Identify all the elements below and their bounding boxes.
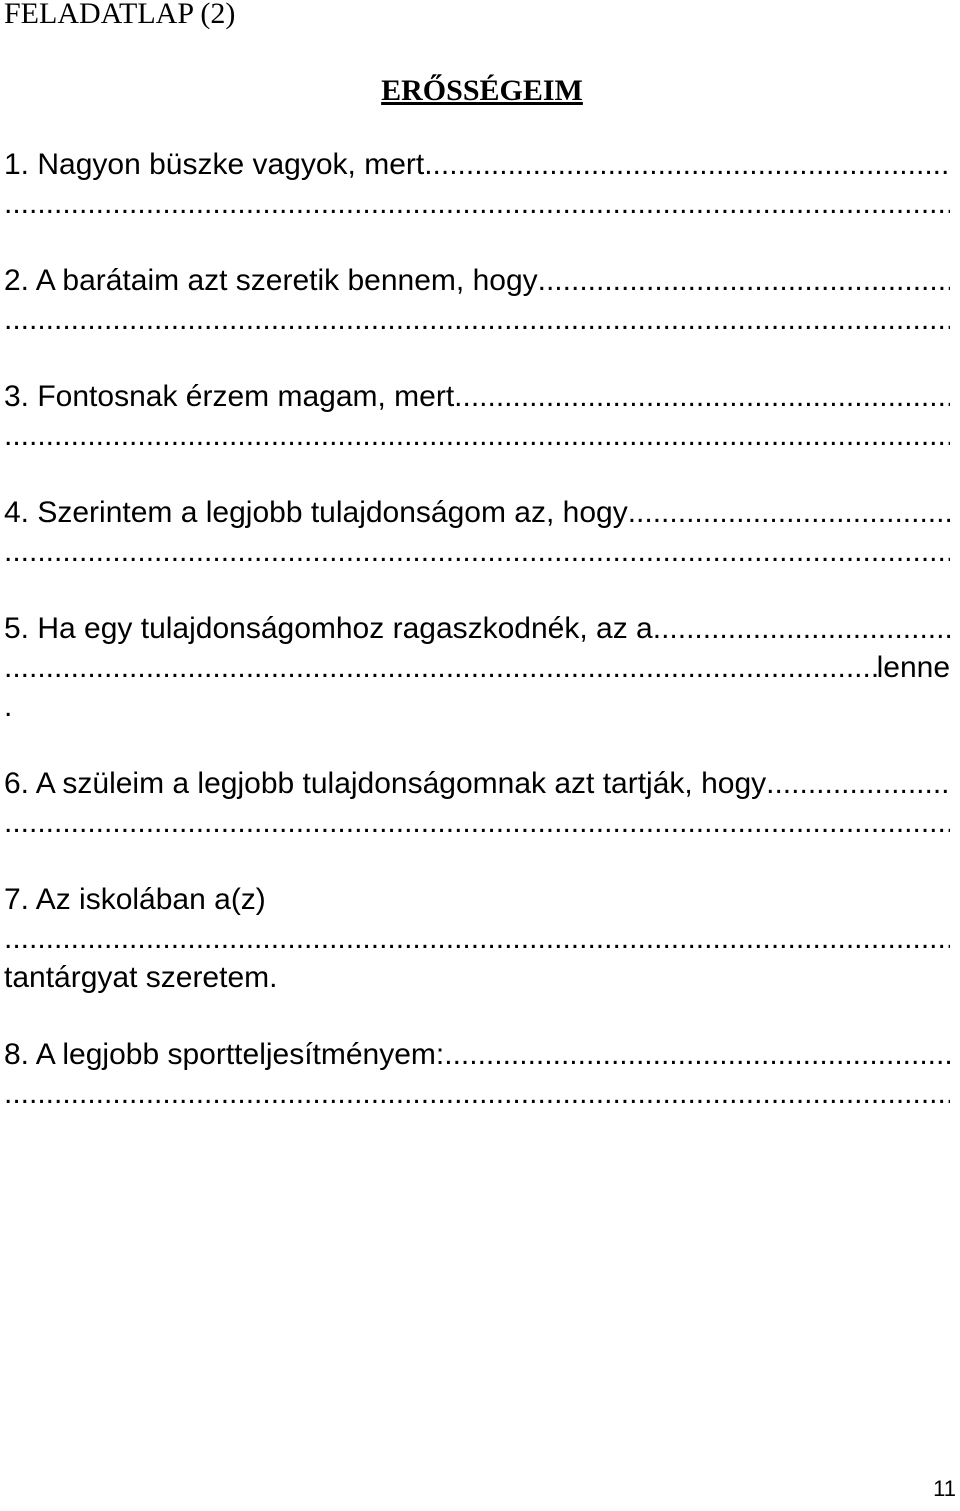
- question-5-tail-line: [4, 687, 950, 726]
- answer-line-4: [4, 532, 950, 571]
- question-5-ending: lenne: [876, 651, 950, 684]
- question-2: [4, 261, 950, 300]
- worksheet-title: FELADATLAP (2): [4, 0, 236, 30]
- section-title: ERŐSSÉGEIM: [381, 74, 583, 107]
- question-3: [4, 377, 950, 416]
- answer-line-6: [4, 803, 950, 842]
- question-5-text: 5. Ha egy tulajdonságomhoz ragaszkodnék, az a: [4, 612, 653, 645]
- question-5-tail: .: [4, 690, 13, 723]
- question-8-text: 8. A legjobb sportteljesítményem:: [4, 1038, 445, 1071]
- question-3-text: 3. Fontosnak érzem magam, mert: [4, 380, 455, 413]
- answer-line: [424, 145, 950, 184]
- answer-line-2: [4, 300, 950, 339]
- answer-line: [538, 261, 950, 300]
- answer-line: [4, 416, 950, 455]
- answer-line-8: [4, 1074, 950, 1113]
- answer-line-1: [4, 184, 950, 223]
- question-7-ending: tantárgyat szeretem.: [4, 961, 278, 994]
- question-6: [4, 764, 950, 803]
- answer-line: [4, 803, 950, 842]
- question-1-text: 1. Nagyon büszke vagyok, mert: [4, 148, 425, 181]
- page-number: 11: [933, 1476, 956, 1501]
- answer-line-7: [4, 919, 950, 958]
- answer-line: [444, 1035, 950, 1074]
- question-list: [4, 145, 950, 1113]
- question-4: [4, 493, 950, 532]
- answer-line: [454, 377, 950, 416]
- answer-line: [4, 300, 950, 339]
- question-2-text: 2. A barátaim azt szeretik bennem, hogy: [4, 264, 538, 297]
- question-7-ending-line: [4, 958, 950, 997]
- answer-line: [4, 1074, 950, 1113]
- question-6-text: 6. A szüleim a legjobb tulajdonságomnak azt tartják, hogy: [4, 767, 767, 800]
- answer-line: [4, 532, 950, 571]
- answer-line: [4, 184, 950, 223]
- answer-line: [4, 648, 877, 687]
- question-7-text: 7. Az iskolában a(z): [4, 883, 266, 916]
- answer-line: [628, 493, 950, 532]
- answer-line: [4, 919, 950, 958]
- question-8: [4, 1035, 950, 1074]
- question-4-text: 4. Szerintem a legjobb tulajdonságom az, hogy: [4, 496, 628, 529]
- answer-line: [766, 764, 950, 803]
- answer-line-5: [4, 648, 950, 687]
- answer-line-3: [4, 416, 950, 455]
- answer-line: [653, 609, 950, 648]
- question-1: [4, 145, 950, 184]
- question-5: [4, 609, 950, 648]
- question-7: [4, 880, 950, 919]
